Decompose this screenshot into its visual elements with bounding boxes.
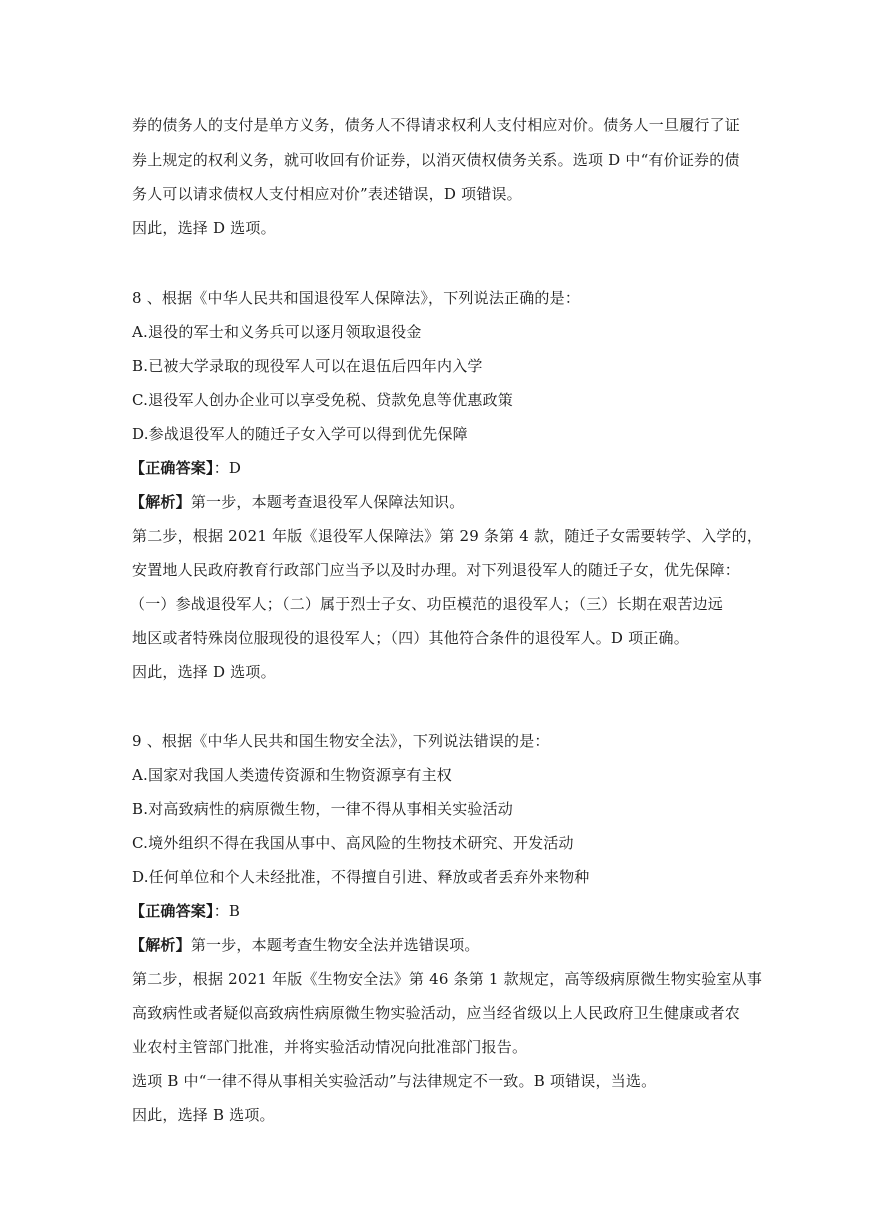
q8-answer-label: 【正确答案】 [130, 459, 214, 477]
q8-option-b: B.已被大学录取的现役军人可以在退伍后四年内入学 [132, 357, 483, 375]
q8-option-a: A.退役的军士和义务兵可以逐月领取退役金 [132, 323, 422, 341]
q8-analysis-line-1: 第二步，根据 2021 年版《退役军人保障法》第 29 条第 4 款，随迁子女需要转学、入学的， [132, 527, 763, 545]
prev-explanation-line-3: 务人可以请求债权人支付相应对价”表述错误，D 项错误。 [132, 185, 522, 203]
q8-answer [130, 458, 750, 478]
q8-analysis-line-3: （一）参战退役军人；（二）属于烈士子女、功臣模范的退役军人；（三）长期在艰苦边远 [130, 595, 724, 613]
q8-analysis [130, 492, 750, 512]
q9-analysis [130, 935, 750, 955]
q9-analysis-line-1: 第二步，根据 2021 年版《生物安全法》第 46 条第 1 款规定，高等级病原微生物实验室从事 [132, 970, 763, 988]
prev-conclusion: 因此，选择 D 选项。 [132, 219, 276, 237]
q9-analysis-line-4: 选项 B 中“一律不得从事相关实验活动”与法律规定不一致。B 项错误，当选。 [132, 1072, 657, 1090]
q9-option-b: B.对高致病性的病原微生物，一律不得从事相关实验活动 [132, 800, 513, 818]
prev-explanation-line-1: 券的债务人的支付是单方义务，债务人不得请求权利人支付相应对价。债务人一旦履行了证 [132, 116, 741, 134]
q9-analysis-line-3: 业农村主管部门批准，并将实验活动情况向批准部门报告。 [132, 1038, 528, 1056]
q9-analysis-label: 【解析】 [130, 936, 191, 954]
q9-answer-label: 【正确答案】 [130, 902, 214, 920]
q8-analysis-line-4: 地区或者特殊岗位服现役的退役军人；（四）其他符合条件的退役军人。D 项正确。 [132, 629, 689, 647]
q9-question: 9 、根据《中华人民共和国生物安全法》，下列说法错误的是： [132, 732, 550, 750]
q8-analysis-step1: 第一步，本题考查退役军人保障法知识。 [190, 493, 465, 511]
q9-option-d: D.任何单位和个人未经批准，不得擅自引进、释放或者丢弃外来物种 [132, 868, 590, 886]
q8-analysis-line-2: 安置地人民政府教育行政部门应当予以及时办理。对下列退役军人的随迁子女，优先保障： [132, 561, 741, 579]
q9-analysis-line-2: 高致病性或者疑似高致病性病原微生物实验活动，应当经省级以上人民政府卫生健康或者农 [132, 1004, 741, 1022]
q9-option-a: A.国家对我国人类遗传资源和生物资源享有主权 [132, 766, 453, 784]
q8-answer-value: ：D [213, 459, 242, 477]
q9-answer-value: ：B [213, 902, 241, 920]
q8-question: 8 、根据《中华人民共和国退役军人保障法》，下列说法正确的是： [132, 289, 581, 307]
q9-analysis-step1: 第一步，本题考查生物安全法并选错误项。 [190, 936, 480, 954]
q9-conclusion: 因此，选择 B 选项。 [132, 1106, 275, 1124]
q8-conclusion: 因此，选择 D 选项。 [132, 663, 276, 681]
q9-option-c: C.境外组织不得在我国从事中、高风险的生物技术研究、开发活动 [132, 834, 574, 852]
q8-option-c: C.退役军人创办企业可以享受免税、贷款免息等优惠政策 [132, 391, 513, 409]
q8-option-d: D.参战退役军人的随迁子女入学可以得到优先保障 [132, 425, 468, 443]
prev-explanation-line-2: 券上规定的权利义务，就可收回有价证券，以消灭债权债务关系。选项 D 中“有价证券的债 [132, 151, 740, 169]
q8-analysis-label: 【解析】 [130, 493, 191, 511]
q9-answer [130, 901, 750, 921]
